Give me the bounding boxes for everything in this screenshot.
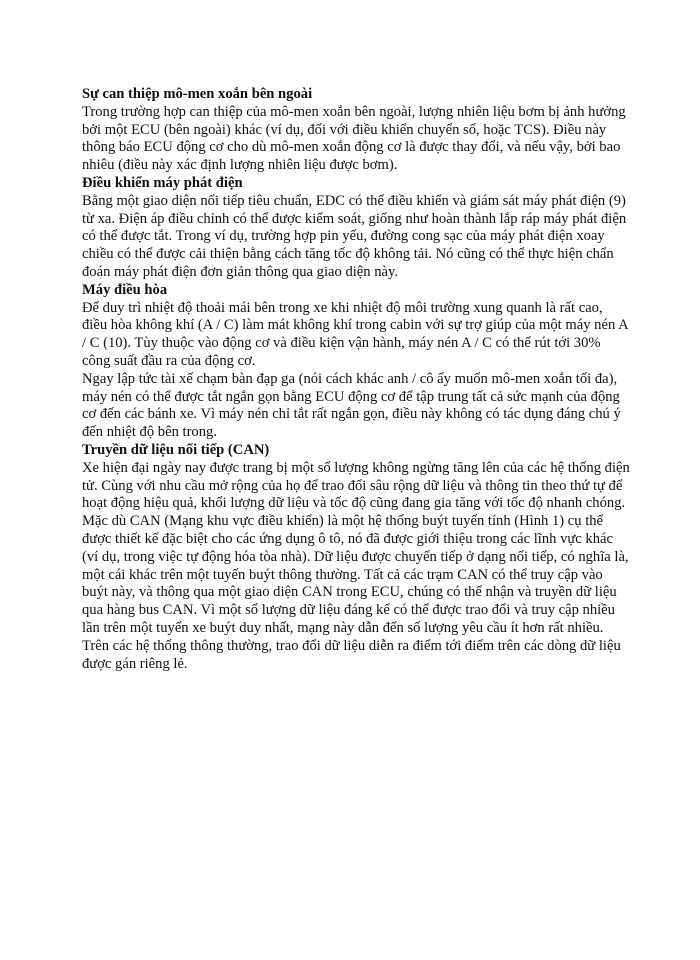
section-external-torque <box>82 86 630 175</box>
section-heading: Điều khiển máy phát điện <box>82 174 243 191</box>
paragraph: Mặc dù CAN (Mạng khu vực điều khiển) là một hệ thống buýt tuyến tính (Hình 1) cụ thể được thiết kế đặc biệt cho các ứng dụng ô tô, nó đã được giới thiệu trong các lĩnh vực khác (ví dụ, trong việc tự động hóa tòa nhà). Dữ liệu được chuyển tiếp ở dạng nối tiếp, có nghĩa là, một cái khác trên một tuyến buýt thông thường. Tất cả các trạm CAN có thể truy cập vào buýt này, và thông qua một giao diện CAN trong ECU, chúng có thể nhận và truyền dữ liệu qua hàng bus CAN. Vì một số lượng dữ liệu đáng kể có thể được trao đổi và truy cập nhiều lần trên một tuyến xe buýt duy nhất, mạng này dẫn đến số lượng yêu cầu ít hơn rất nhiều. Trên các hệ thống thông thường, trao đổi dữ liệu diễn ra điểm tới điểm trên các dòng dữ liệu được gán riêng lẻ. <box>82 513 629 672</box>
section-air-conditioning <box>82 282 630 442</box>
section-heading: Sự can thiệp mô-men xoắn bên ngoài <box>82 86 313 102</box>
paragraph: Để duy trì nhiệt độ thoải mái bên trong xe khi nhiệt độ môi trường xung quanh là rất cao, điều hòa không khí (A / C) làm mát không khí trong cabin với sự trợ giúp của một máy nén A / C (10). Tùy thuộc vào động cơ và điều kiện vận hành, máy nén A / C có thể rút tới 30% công suất đầu ra của động cơ. <box>82 299 628 369</box>
section-heading: Máy điều hòa <box>82 281 168 298</box>
section-heading: Truyền dữ liệu nối tiếp (CAN) <box>82 441 270 458</box>
paragraph: Xe hiện đại ngày nay được trang bị một số lượng không ngừng tăng lên của các hệ thống điện tử. Cùng với nhu cầu mở rộng của họ để trao đổi sâu rộng dữ liệu và thông tin theo thứ tự để hoạt động hiệu quả, khối lượng dữ liệu và tốc độ cũng đang gia tăng với tốc độ nhanh chóng. <box>82 459 630 512</box>
paragraph: Trong trường hợp can thiệp của mô-men xoắn bên ngoài, lượng nhiên liệu bơm bị ảnh hưởng bởi một ECU (bên ngoài) khác (ví dụ, đối với điều khiển chuyển số, hoặc TCS). Điều này thông báo ECU động cơ cho dù mô-men xoắn động cơ là được thay đổi, và nếu vậy, bởi bao nhiêu (điều này xác định lượng nhiên liệu được bơm). <box>82 103 626 174</box>
paragraph: Bằng một giao diện nối tiếp tiêu chuẩn, EDC có thể điều khiển và giám sát máy phát điện (9) từ xa. Điện áp điều chỉnh có thể được kiểm soát, giống như hoàn thành lắp ráp máy phát điện có thể được tắt. Trong ví dụ, trường hợp pin yếu, đường cong sạc của máy phát điện xoay chiều có thể được cải thiện bằng cách tăng tốc độ không tải. Nó cũng có thể thực hiện chẩn đoán máy phát điện đơn giản thông qua giao diện này. <box>82 192 627 280</box>
section-alternator-control <box>82 175 630 282</box>
document-page <box>82 86 630 673</box>
paragraph: Ngay lập tức tài xế chạm bàn đạp ga (nói cách khác anh / cô ấy muốn mô-men xoắn tối đa), máy nén có thể được tắt ngắn gọn bằng ECU động cơ để tập trung tất cả sức mạnh của động cơ đến các bánh xe. Vì máy nén chỉ tắt rất ngắn gọn, điều này không có tác dụng đáng chú ý đến nhiệt độ bên trong. <box>82 370 621 441</box>
section-can-data-transfer <box>82 442 630 673</box>
